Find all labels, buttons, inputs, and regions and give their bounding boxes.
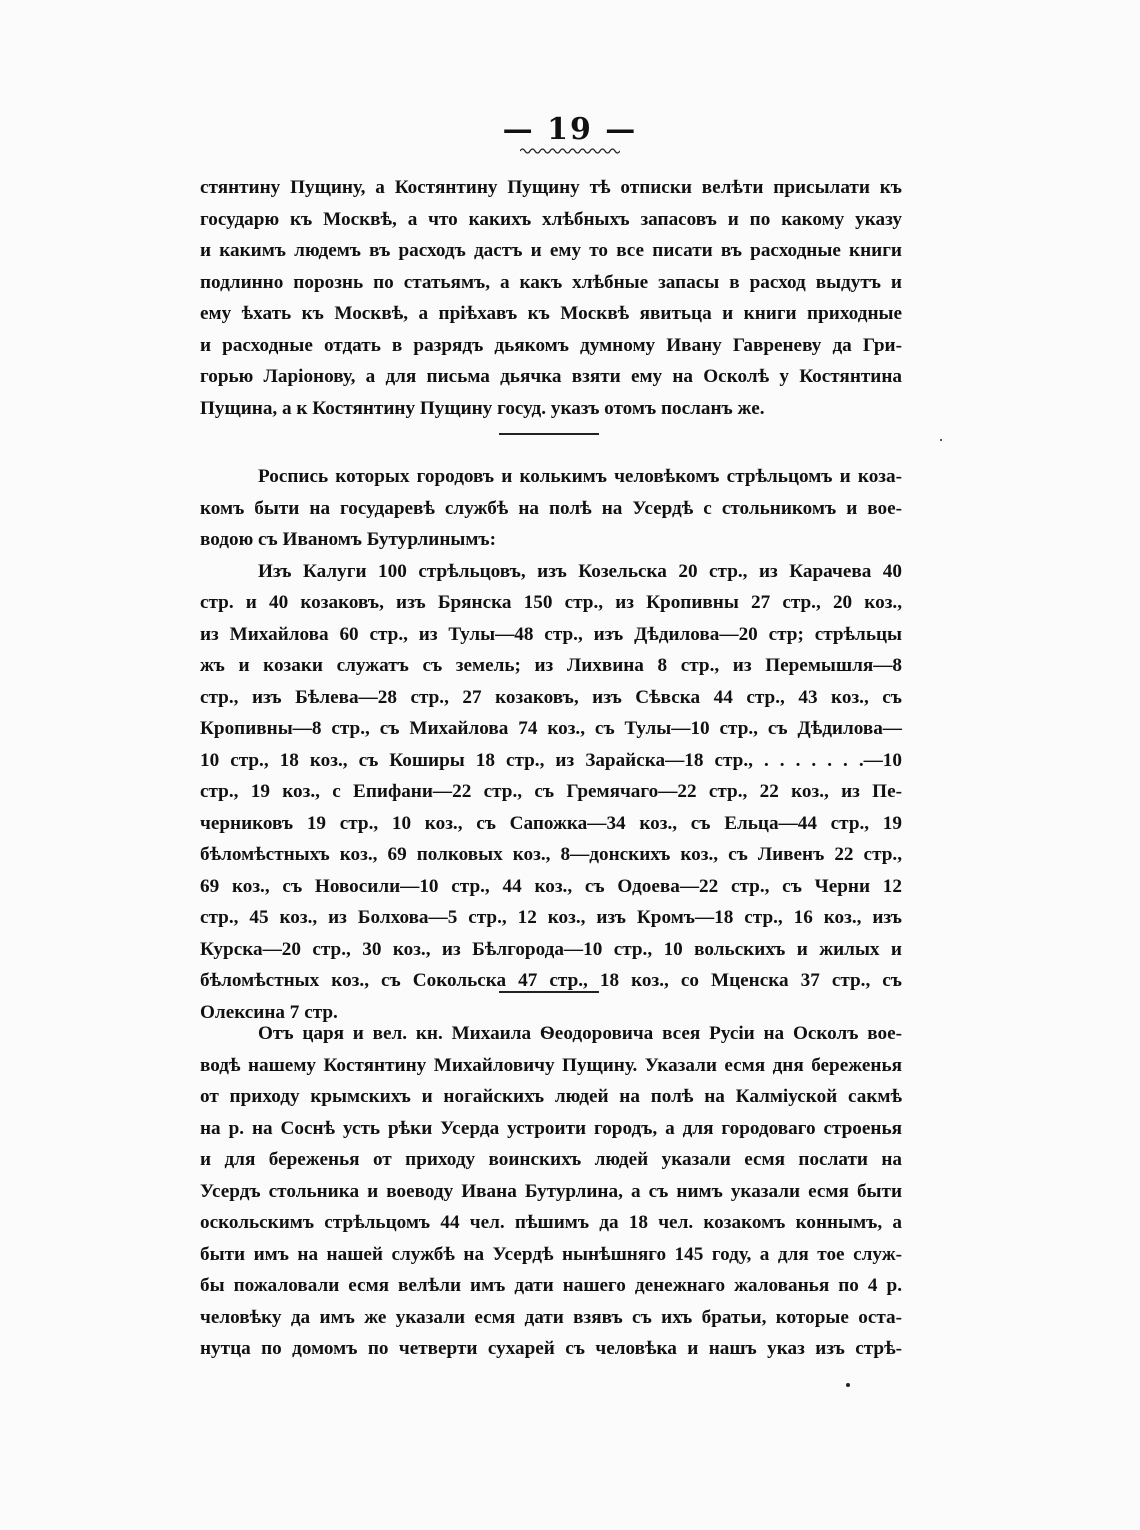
text-line: Усердъ стольника и воеводу Ивана Бутурлина, а съ нимъ указали есмя быти: [200, 1180, 902, 1202]
text-line: бѣломѣстныхъ коз., 69 полковых коз., 8—донскихъ коз., съ Ливенъ 22 стр.,: [200, 844, 902, 865]
text-line: черниковъ 19 стр., 10 коз., съ Сапожка—34 коз., съ Ельца—44 стр., 19: [200, 812, 902, 834]
page-header: [0, 112, 1140, 155]
text-line: Олексина 7 стр.: [200, 1001, 338, 1023]
text-line: человѣку да имъ же указали есмя дати взявъ съ ихъ братьи, которые оста-: [200, 1306, 902, 1328]
text-line: стр. и 40 козаковъ, изъ Брянска 150 стр., из Кропивны 27 стр., 20 коз.,: [200, 592, 902, 613]
text-line: горью Ларіонову, а для письма дьячка взяти ему на Осколѣ у Костянтина: [200, 366, 902, 387]
text-line: ему ѣхать къ Москвѣ, а пріѣхавъ къ Москвѣ явитьца и книги приходные: [200, 303, 902, 324]
text-line: Отъ царя и вел. кн. Михаила Ѳеодоровича всея Русіи на Осколъ вое-: [258, 1023, 902, 1044]
text-line: Курска—20 стр., 30 коз., из Бѣлгорода—10 стр., 10 вольскихъ и жилых и: [200, 938, 902, 960]
text-line: жъ и козаки служатъ съ земель; из Лихвина 8 стр., из Перемышля—8: [200, 655, 902, 676]
text-line: и расходные отдать в разрядъ дьякомъ думному Ивану Гавреневу да Гри-: [200, 334, 902, 356]
text-line: стр., изъ Бѣлева—28 стр., 27 козаковъ, изъ Сѣвска 44 стр., 43 коз., съ: [200, 686, 902, 708]
text-line: стр., 45 коз., из Болхова—5 стр., 12 коз., изъ Кромъ—18 стр., 16 коз., изъ: [200, 907, 902, 928]
text-line: стр., 19 коз., с Епифани—22 стр., съ Гремячаго—22 стр., 22 коз., из Пе-: [200, 781, 902, 802]
text-line: и для береженья от приходу воинскихъ людей указали есмя послати на: [200, 1149, 902, 1170]
text-line: подлинно порознь по статьямъ, а какъ хлѣбные запасы в расход выдутъ и: [200, 271, 902, 293]
paragraph-2: [200, 461, 902, 1028]
text-line: быти имъ на нашей службѣ на Усердѣ нынѣшняго 145 году, а для тое служ-: [200, 1243, 902, 1265]
text-line: Пущина, а к Костянтину Пущину госуд. указъ отомъ посланъ же.: [200, 397, 765, 419]
text-line: и какимъ людемъ въ расходъ дастъ и ему то все писати въ расходные книги: [200, 240, 902, 261]
text-line: из Михайлова 60 стр., из Тулы—48 стр., изъ Дѣдилова—20 стр; стрѣльцы: [200, 623, 902, 645]
text-line: на р. на Соснѣ усть рѣки Усерда устроити городъ, а для городоваго строенья: [200, 1117, 902, 1139]
ink-speck: [940, 439, 942, 441]
text-line: 69 коз., съ Новосили—10 стр., 44 коз., съ Одоева—22 стр., съ Черни 12: [200, 875, 902, 897]
text-line: бы пожаловали есмя велѣли имъ дати нашего денежнаго жалованья по 4 р.: [200, 1275, 902, 1296]
text-line: Кропивны—8 стр., съ Михайлова 74 коз., съ Тулы—10 стр., съ Дѣдилова—: [200, 718, 902, 739]
section-divider-1: [499, 433, 599, 435]
text-line: 10 стр., 18 коз., съ Коширы 18 стр., из Зарайска—18 стр., . . . . . . .—10: [200, 749, 902, 771]
text-line: Изъ Калуги 100 стрѣльцовъ, изъ Козельска 20 стр., из Карачева 40: [258, 560, 902, 582]
paragraph-1: [200, 172, 902, 424]
text-line: от приходу крымскихъ и ногайскихъ людей на полѣ на Калміуской сакмѣ: [200, 1086, 902, 1107]
text-line: водою съ Иваномъ Бутурлинымъ:: [200, 529, 497, 550]
text-line: нутца по домомъ по четверти сухарей съ человѣка и нашъ указ изъ стрѣ-: [200, 1338, 902, 1359]
ink-speck: [846, 1383, 850, 1387]
text-line: водѣ нашему Костянтину Михайловичу Пущину. Указали есмя дня береженья: [200, 1054, 902, 1076]
text-line: оскольскимъ стрѣльцомъ 44 чел. пѣшимъ да 18 чел. козакомъ коннымъ, а: [200, 1212, 902, 1233]
text-line: государю къ Москвѣ, а что какихъ хлѣбныхъ запасовъ и по какому указу: [200, 208, 902, 230]
text-line: комъ быти на государевѣ службѣ на полѣ на Усердѣ с стольникомъ и вое-: [200, 497, 902, 519]
paragraph-3: [200, 1018, 902, 1365]
text-line: бѣломѣстных коз., съ Сокольска 47 стр., 18 коз., со Мценска 37 стр., съ: [200, 970, 902, 991]
text-line: стянтину Пущину, а Костянтину Пущину тѣ отписки велѣти присылати къ: [200, 177, 902, 198]
section-divider-2: [499, 991, 599, 993]
text-line: Роспись которых городовъ и колькимъ человѣкомъ стрѣльцомъ и коза-: [258, 466, 902, 487]
page-number: — 19 —: [502, 112, 638, 147]
wavy-underline-ornament: [520, 147, 620, 155]
